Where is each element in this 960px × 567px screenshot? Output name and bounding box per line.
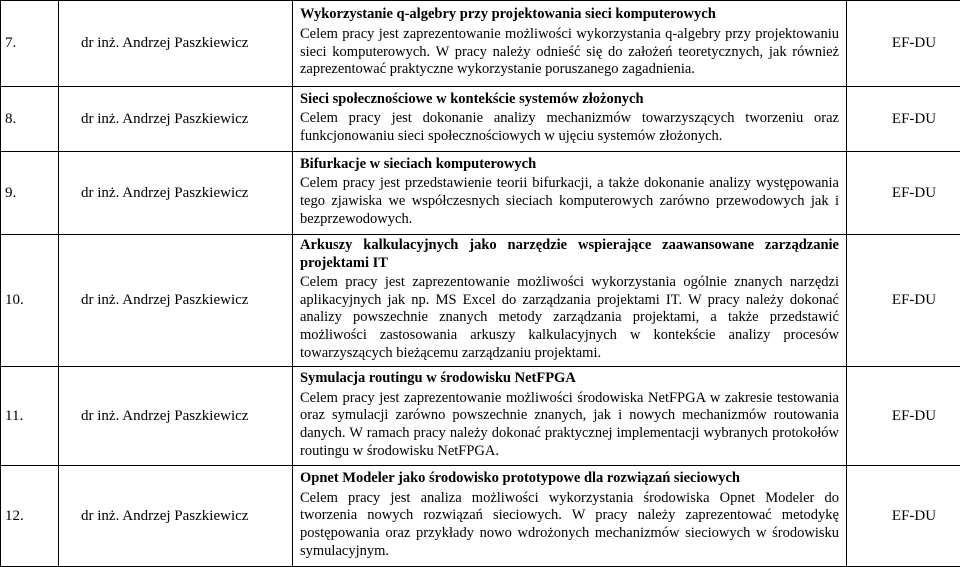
row-number: 12. [1,466,59,567]
table-row [1,1,960,87]
program-code: EF-DU [847,466,960,567]
topic-title: Opnet Modeler jako środowisko prototypowe dla rozwiązań sieciowych [300,470,839,488]
topic-title: Arkuszy kalkulacyjnych jako narzędzie wspierające zaawansowane zarządzanie projektami IT [300,237,839,272]
row-number: 9. [1,152,59,235]
supervisor-name: dr inż. Andrzej Paszkiewicz [59,152,293,235]
topic-title: Symulacja routingu w środowisku NetFPGA [300,370,839,388]
row-number: 11. [1,367,59,466]
program-code: EF-DU [847,1,960,87]
topic-description: Celem pracy jest zaprezentowanie możliwości wykorzystania q-algebry przy projektowaniu sieci komputerowych. W pracy należy odnieść się do założeń teoretycznych, jak również zaprezentować praktyczne wykorzystanie poruszanego zagadnienia. [300,26,839,79]
program-code: EF-DU [847,235,960,367]
topic-cell [293,466,847,567]
row-number: 8. [1,87,59,152]
topic-cell [293,1,847,87]
table-row [1,466,960,567]
topic-cell [293,87,847,152]
table-row [1,152,960,235]
topic-cell [293,152,847,235]
program-code: EF-DU [847,367,960,466]
topic-description: Celem pracy jest analiza możliwości wykorzystania środowiska Opnet Modeler do tworzenia nowych rozwiązań sieciowych. W pracy należy zaprezentować metodykę postępowania oraz przykłady nowo wdrożonych mechanizmów sieciowych w środowisku symulacyjnym. [300,490,839,560]
program-code: EF-DU [847,152,960,235]
topic-description: Celem pracy jest zaprezentowanie możliwości wykorzystania ogólnie znanych narzędzi aplikacyjnych jak np. MS Excel do zarządzania projektami IT. W pracy należy dokonać analizy powszechnie znanych metody zarządzania projektami, a także przedstawić możliwości zastosowania arkuszy kalkulacyjnych w kontekście analizy procesów towarzyszących bieżącemu zarządzaniu projektami. [300,274,839,362]
topic-description: Celem pracy jest zaprezentowanie możliwości środowiska NetFPGA w zakresie testowania oraz symulacji zarówno powszechnie znanych, jak i nowych mechanizmów routowania danych. W ramach pracy należy dokonać praktycznej implementacji wybranych protokołów routingu w środowisku NetFPGA. [300,390,839,460]
row-number: 7. [1,1,59,87]
supervisor-name: dr inż. Andrzej Paszkiewicz [59,466,293,567]
topic-title: Bifurkacje w sieciach komputerowych [300,156,839,174]
topic-title: Wykorzystanie q-algebry przy projektowania sieci komputerowych [300,6,839,24]
row-number: 10. [1,235,59,367]
topic-cell [293,235,847,367]
table-row [1,235,960,367]
supervisor-name: dr inż. Andrzej Paszkiewicz [59,87,293,152]
topic-title: Sieci społecznościowe w kontekście systemów złożonych [300,91,839,109]
supervisor-name: dr inż. Andrzej Paszkiewicz [59,235,293,367]
table-row [1,367,960,466]
topic-cell [293,367,847,466]
supervisor-name: dr inż. Andrzej Paszkiewicz [59,1,293,87]
topic-description: Celem pracy jest dokonanie analizy mechanizmów towarzyszących tworzeniu oraz funkcjonowaniu sieci społecznościowych w ujęciu systemów złożonych. [300,110,839,145]
table-row [1,87,960,152]
supervisor-name: dr inż. Andrzej Paszkiewicz [59,367,293,466]
program-code: EF-DU [847,87,960,152]
topic-description: Celem pracy jest przedstawienie teorii bifurkacji, a także dokonanie analizy występowania tego zjawiska we współczesnych sieciach komputerowych zarówno przewodowych jak i bezprzewodowych. [300,175,839,228]
